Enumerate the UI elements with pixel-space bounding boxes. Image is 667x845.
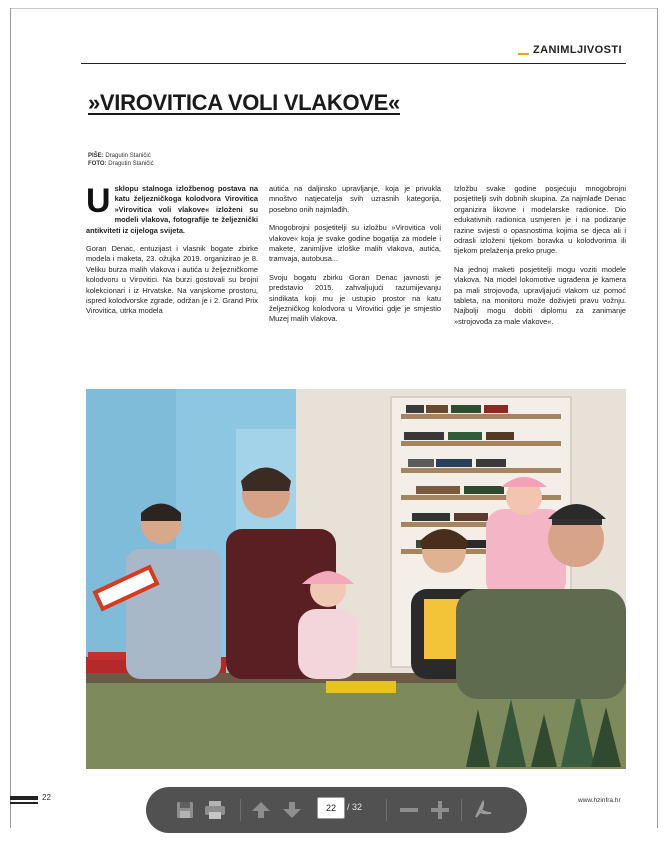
toolbar-separator: [386, 799, 387, 821]
section-label: [518, 44, 622, 56]
footer-mark: [10, 802, 38, 804]
article-paragraph: Mnogobrojni posjetitelji su izložbu »Virovitica voli vlakove« koja je svake godine bogatija za modele i makete, zanimljive izloške malih vlakova, autića, tramvaja, autobusa...: [269, 223, 441, 264]
article-column-3: [454, 184, 626, 335]
page-number: 22: [42, 793, 51, 802]
page-frame-right: [657, 8, 658, 828]
article-paragraph: Izložbu svake godine posjećuju mnogobrojni posjetitelji svih dobnih skupina. Za najmlađe Denac organizira likovne i modelarske radionice. Dio edukativnih radionica usmjeren je i na podizanje razine svijesti o opasnostima kojima se djeca ali i odrasli izloženi tijekom boravka u kolodvorima ili tijekom prelaženja preko pruge.: [454, 184, 626, 256]
article-title: »VIROVITICA VOLI VLAKOVE«: [88, 90, 400, 115]
photo-label: FOTO:: [88, 161, 107, 167]
article-column-2: [269, 184, 441, 333]
toolbar-separator: [240, 799, 241, 821]
toolbar-separator: [461, 799, 462, 821]
drop-cap: U: [86, 182, 111, 220]
page-frame-top: [10, 8, 658, 9]
page-frame-left: [10, 8, 11, 828]
article-photo: [86, 389, 626, 769]
header-rule: [81, 63, 626, 64]
article-paragraph: Svoju bogatu zbirku Goran Denac javnosti je predstavio 2015. zahvaljujući razumijevanju sindikata koji mu je ustupio prostor na katu željezničkog kolodvora u Virovitici gdje je smjestio Muzej malih vlakova.: [269, 272, 441, 324]
article-paragraph: Goran Denac, entuzijast i vlasnik bogate zbirke modela i maketa, 23. ožujka 2019. organizirao je 8. Veliku burza malih vlakova i autića u željezničkome kolodvoru u Virovitici. Na burzi gostovali su brojni kolekcionari i iz Hrvatske. Na vanjskome prostoru, ispred kolodvorske zgrade, održan je i 2. Grand Prix Virovitica, utrka modela: [86, 244, 258, 316]
article-paragraph: Na jednoj maketi posjetitelji mogu voziti modele vlakova. Na model lokomotive ugrađena je kamera pa mali strojovođa, upravljajući vlakom uz pomoć tableta, na monitoru može doživjeti pravu vožnju. Najbolji mogu dobiti diplomu za zanimanje »strojovođa za male vlakove«.: [454, 264, 626, 326]
author-label: PIŠE:: [88, 153, 104, 159]
section-accent-mark: [518, 53, 529, 55]
article-column-1: [86, 184, 258, 325]
save-icon[interactable]: [174, 799, 196, 821]
author-name: Dragutin Staničić: [105, 153, 151, 159]
page-total-label: / 32: [347, 802, 363, 812]
article-credits: [88, 152, 154, 168]
section-label-text: ZANIMLJIVOSTI: [533, 44, 622, 56]
article-lead: sklopu stalnoga izložbenog postava na katu željezničkoga kolodvora Virovitica »Virovitica voli vlakove« izloženi su modeli vlakova, fotografije te željeznički antikviteti iz cijeloga svijeta.: [86, 184, 258, 235]
arrow-up-icon[interactable]: [250, 799, 272, 821]
article-paragraph: autića na daljinsko upravljanje, koja je privukla mnoštvo natjecatelja svih uzrasnih kategorija, posebno onih najmlađih.: [269, 184, 441, 214]
zoom-out-icon[interactable]: [398, 799, 420, 821]
print-icon[interactable]: [204, 799, 226, 821]
footer-mark: [10, 796, 38, 800]
arrow-down-icon[interactable]: [281, 799, 303, 821]
zoom-in-icon[interactable]: [429, 799, 451, 821]
page-number-input[interactable]: 22: [317, 797, 345, 819]
photo-illustration: [86, 389, 626, 769]
website-url: www.hzinfra.hr: [578, 797, 621, 804]
photographer-name: Dragutin Staničić: [108, 161, 154, 167]
acrobat-icon[interactable]: [472, 799, 494, 821]
